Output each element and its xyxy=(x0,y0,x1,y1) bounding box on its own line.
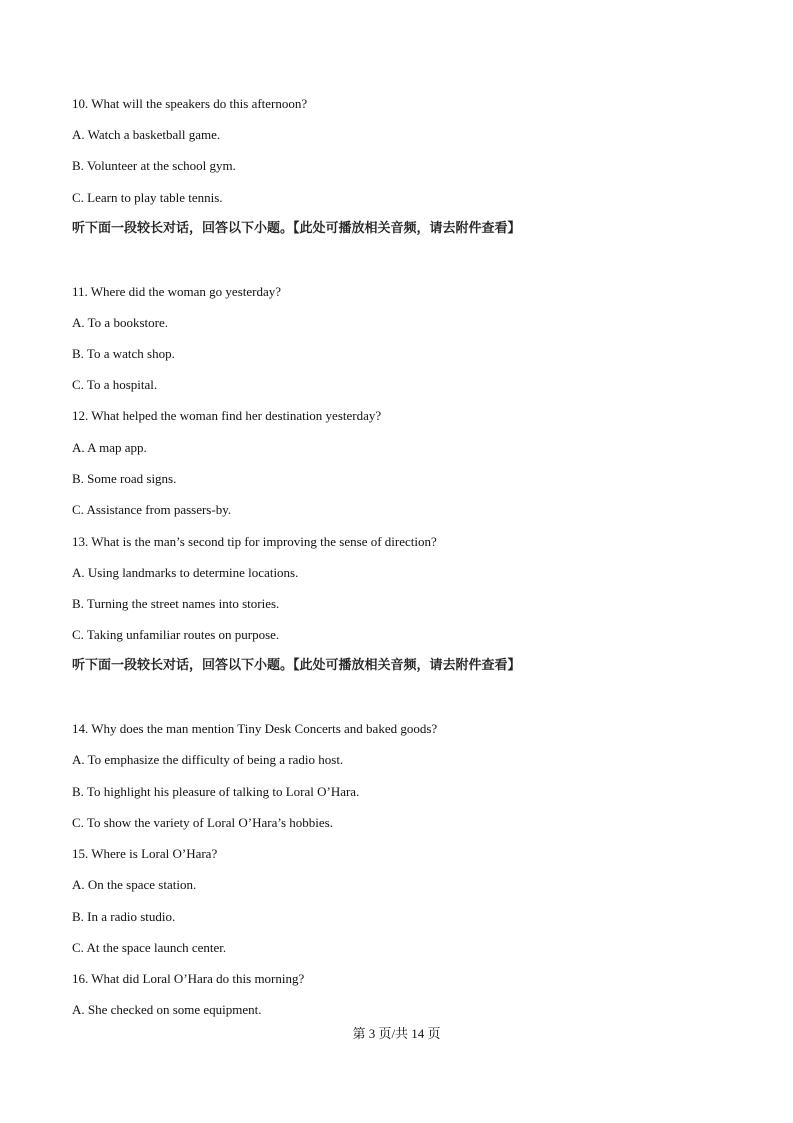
option-12-b: B. Some road signs. xyxy=(72,471,177,486)
question-10: 10. What will the speakers do this afternoon? xyxy=(72,96,308,111)
option-14-c: C. To show the variety of Loral O’Hara’s hobbies. xyxy=(72,815,333,830)
question-13: 13. What is the man’s second tip for improving the sense of direction? xyxy=(72,534,437,549)
option-13-a: A. Using landmarks to determine locations. xyxy=(72,565,299,580)
option-15-a: A. On the space station. xyxy=(72,877,197,892)
option-16-a: A. She checked on some equipment. xyxy=(72,1002,262,1017)
listening-instruction-2: 听下面一段较长对话，回答以下小题。【此处可播放相关音频，请去附件查看】 xyxy=(72,658,521,673)
option-14-b: B. To highlight his pleasure of talking to Loral O’Hara. xyxy=(72,784,360,799)
question-15: 15. Where is Loral O’Hara? xyxy=(72,846,218,861)
page-number: 第 3 页/共 14 页 xyxy=(352,1026,441,1041)
question-14: 14. Why does the man mention Tiny Desk Concerts and baked goods? xyxy=(72,721,438,736)
question-12: 12. What helped the woman find her destination yesterday? xyxy=(72,408,382,423)
option-11-a: A. To a bookstore. xyxy=(72,315,168,330)
question-16: 16. What did Loral O’Hara do this morning? xyxy=(72,971,305,986)
option-11-c: C. To a hospital. xyxy=(72,377,158,392)
option-15-b: B. In a radio studio. xyxy=(72,909,176,924)
question-11: 11. Where did the woman go yesterday? xyxy=(72,284,282,299)
option-12-c: C. Assistance from passers-by. xyxy=(72,502,232,517)
option-10-a: A. Watch a basketball game. xyxy=(72,127,221,142)
listening-instruction-1: 听下面一段较长对话，回答以下小题。【此处可播放相关音频，请去附件查看】 xyxy=(72,221,521,236)
option-10-b: B. Volunteer at the school gym. xyxy=(72,158,236,173)
option-10-c: C. Learn to play table tennis. xyxy=(72,190,223,205)
option-12-a: A. A map app. xyxy=(72,440,147,455)
option-13-b: B. Turning the street names into stories. xyxy=(72,596,280,611)
option-11-b: B. To a watch shop. xyxy=(72,346,175,361)
option-15-c: C. At the space launch center. xyxy=(72,940,227,955)
option-14-a: A. To emphasize the difficulty of being a radio host. xyxy=(72,752,344,767)
option-13-c: C. Taking unfamiliar routes on purpose. xyxy=(72,627,280,642)
